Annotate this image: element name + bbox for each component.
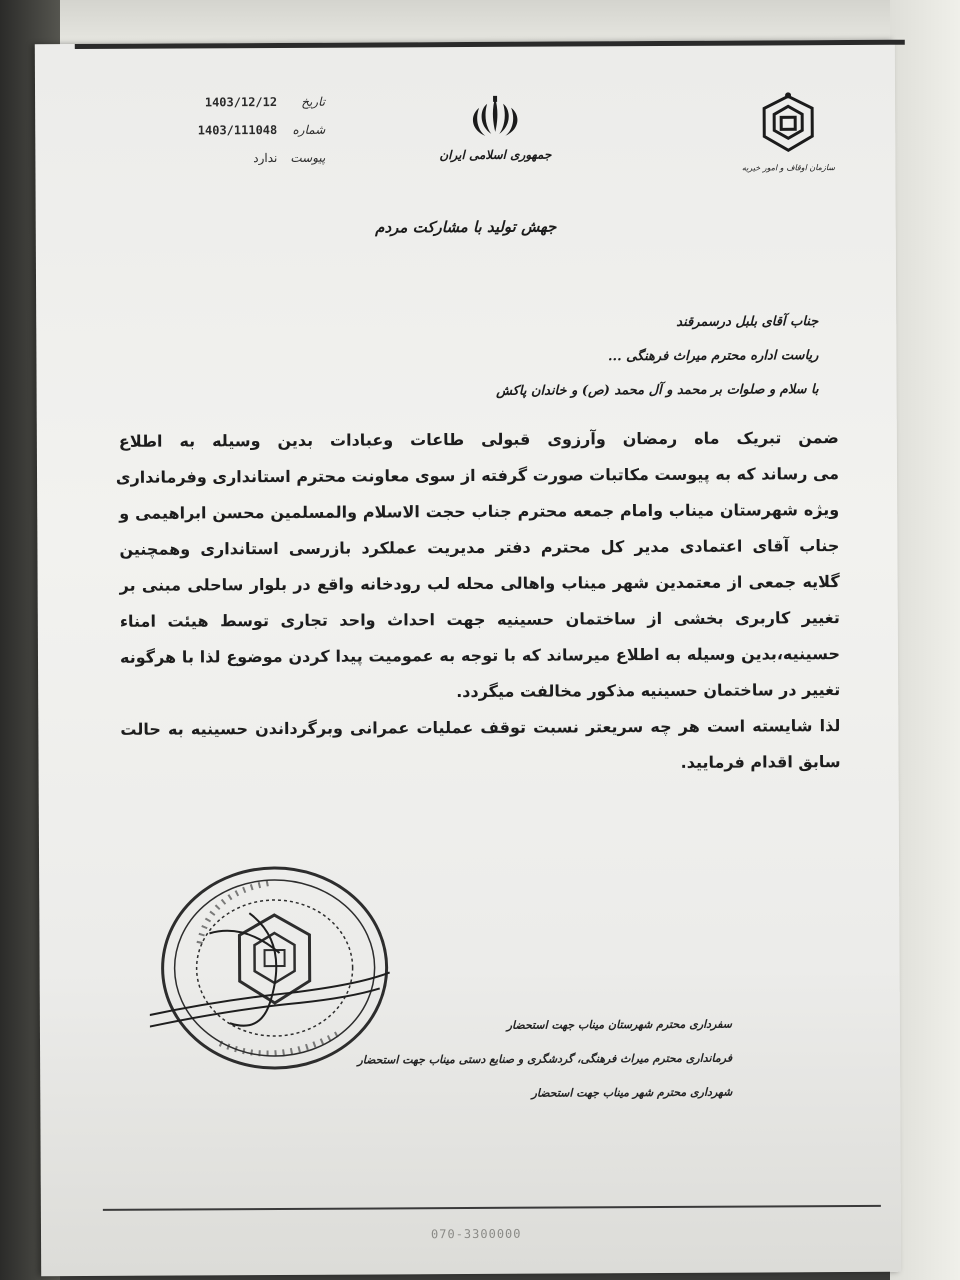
- backdrop-right: [890, 0, 960, 1280]
- attachment-value: ندارد: [253, 150, 278, 166]
- date-row: [125, 95, 325, 124]
- cc-line: شهرداری محترم شهر میناب جهت استحضار: [531, 1085, 733, 1100]
- number-row: [125, 123, 325, 152]
- footer-number: 070-3300000: [430, 1226, 522, 1242]
- body-line: سابق اقدام فرمایید.: [680, 752, 841, 772]
- signature-icon: [149, 912, 390, 1039]
- org-caption: سازمان اوقاف و امور خیریه: [741, 163, 835, 173]
- attachment-label: پیوست: [290, 150, 326, 165]
- letter-meta: [125, 95, 325, 180]
- addressee-block: [496, 305, 819, 409]
- org-logo: [733, 90, 843, 175]
- body-line: گلایه جمعی از معتمدین شهر میناب واهالی محله لب رودخانه واقع در بلوار ساحلی مبنی بر: [119, 572, 840, 595]
- cc-line: فرمانداری محترم میراث فرهنگی، گردشگری و صنایع دستی میناب جهت استحضار: [357, 1051, 733, 1067]
- cc-recipients: [357, 1008, 732, 1112]
- date-value: 1403/12/12: [204, 94, 278, 110]
- bottom-rule: [103, 1205, 881, 1211]
- salutation: با سلام و صلوات بر محمد و آل محمد (ص) و خاندان پاکش: [496, 382, 819, 399]
- addressee-title: ریاست اداره محترم میراث فرهنگی ...: [607, 348, 819, 365]
- letter-slogan: جهش تولید با مشارکت مردم: [375, 217, 557, 237]
- body-line: تغییر در ساختمان حسینیه مذکور مخالفت میگردد.: [456, 680, 841, 702]
- body-line: می رساند که به پیوست مکاتبات صورت گرفته از سوی معاونت محترم استانداری وفرمانداری: [115, 464, 840, 487]
- iran-emblem-icon: [465, 94, 525, 142]
- number-value: 1403/111048: [197, 122, 278, 138]
- body-line: ویژه شهرستان میناب وامام جمعه محترم جناب حجت الاسلام والمسلمین محسن ابراهیمی و: [119, 500, 840, 523]
- emblem-caption: جمهوری اسلامی ایران: [439, 147, 552, 163]
- letter-sheet: [35, 40, 901, 1276]
- body-line: جناب آقای اعتمادی مدیر کل محترم دفتر مدیریت عملکرد بازرسی استانداری وهمچنین: [119, 536, 840, 559]
- attachment-row: [125, 151, 325, 180]
- body-line: حسینیه،بدین وسیله به اطلاع میرساند که با توجه به عمومیت پیدا کردن موضوع لذا با هرگونه: [119, 644, 841, 667]
- body-line: تغییر کاربری بخشی از ساختمان حسینیه جهت احداث واحد تجاری توسط هیئت امناء: [119, 608, 840, 631]
- cc-line: سفرداری محترم شهرستان میناب جهت استحضار: [506, 1017, 732, 1032]
- iran-emblem: [435, 94, 555, 163]
- addressee-name: جناب آقای بلبل درسمرقند: [676, 314, 819, 330]
- body-line: ضمن تبریک ماه رمضان وآرزوی قبولی طاعات وعبادات بدین وسیله به اطلاع: [118, 428, 839, 451]
- body-line: لذا شایسته است هر چه سریعتر نسبت توقف عملیات عمرانی وبرگرداندن حسینیه به حالت: [120, 716, 841, 739]
- letter-body: [115, 420, 841, 784]
- number-label: شماره: [292, 122, 326, 137]
- date-label: تاریخ: [301, 94, 326, 109]
- awqaf-logo-icon: [752, 90, 824, 156]
